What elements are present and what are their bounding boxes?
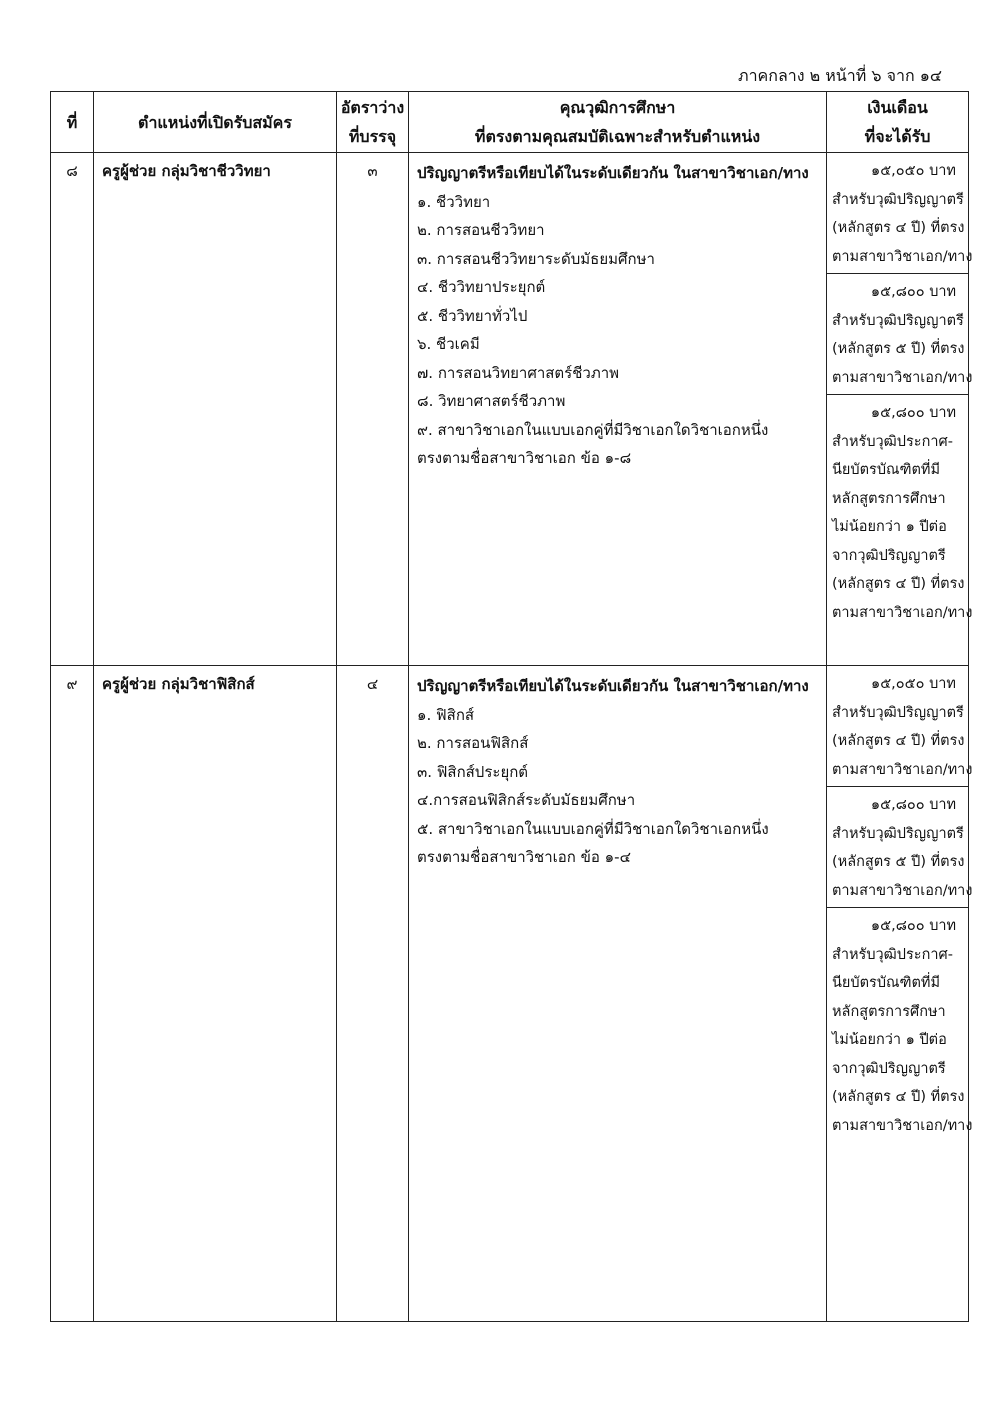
salary-condition: หลักสูตรการศึกษา (832, 1003, 946, 1020)
salary-option (827, 395, 973, 629)
table-row (51, 153, 969, 666)
salary-amount: ๑๕,๘๐๐ บาท (870, 405, 957, 421)
header-salary-line2: ที่จะได้รับ (864, 127, 931, 146)
qualification-heading: ปริญญาตรีหรือเทียบได้ในระดับเดียวกัน ในสาขาวิชาเอก/ทาง (417, 677, 809, 695)
header-vacancy-line1: อัตราว่าง (340, 98, 405, 117)
salary-condition: ไม่น้อยกว่า ๑ ปีต่อ (832, 1032, 947, 1048)
qualification-item: ๕. สาขาวิชาเอกในแบบเอกคู่ที่มีวิชาเอกใดวิชาเอกหนึ่ง (417, 819, 769, 838)
salary-condition: (หลักสูตร ๕ ปี) ที่ตรง (832, 854, 965, 870)
salary-condition: ตามสาขาวิชาเอก/ทาง (832, 761, 973, 778)
salary-condition: สำหรับวุฒิปริญญาตรี (832, 191, 964, 208)
header-salary-line1: เงินเดือน (867, 98, 928, 117)
qualification-heading: ปริญญาตรีหรือเทียบได้ในระดับเดียวกัน ในสาขาวิชาเอก/ทาง (417, 164, 809, 182)
qualification-item: ๒. การสอนฟิสิกส์ (417, 734, 529, 752)
salary-condition: ตามสาขาวิชาเอก/ทาง (832, 248, 973, 265)
salary-condition: จากวุฒิปริญญาตรี (832, 1060, 946, 1077)
salary-condition: จากวุฒิปริญญาตรี (832, 547, 946, 564)
salary-amount: ๑๕,๘๐๐ บาท (870, 284, 957, 300)
qualification-item: ๘. วิทยาศาสตร์ชีวภาพ (417, 392, 566, 410)
salary-condition: หลักสูตรการศึกษา (832, 490, 946, 507)
salary-amount: ๑๕,๐๕๐ บาท (871, 676, 956, 692)
salary-condition: สำหรับวุฒิปริญญาตรี (832, 312, 964, 329)
vacancy-table (50, 91, 973, 1322)
salary-condition: ตามสาขาวิชาเอก/ทาง (832, 882, 973, 899)
salary-condition: สำหรับวุฒิประกาศ- (832, 433, 953, 450)
header-qual-line2: ที่ตรงตามคุณสมบัติเฉพาะสำหรับตำแหน่ง (474, 127, 761, 146)
salary-amount: ๑๕,๘๐๐ บาท (870, 797, 957, 813)
row-position: ครูผู้ช่วย กลุ่มวิชาฟิสิกส์ (94, 666, 337, 1322)
qualification-item: ๗. การสอนวิทยาศาสตร์ชีวภาพ (417, 363, 620, 382)
salary-condition: สำหรับวุฒิปริญญาตรี (832, 704, 964, 721)
salary-condition: ตามสาขาวิชาเอก/ทาง (832, 604, 973, 621)
salary-option (827, 666, 973, 787)
qualification-item: ๖. ชีวเคมี (417, 335, 480, 353)
salary-amount: ๑๕,๐๕๐ บาท (871, 163, 956, 179)
row-qualification (409, 153, 827, 666)
header-vacancy (337, 92, 409, 153)
row-vacancy: ๔ (337, 666, 409, 1322)
row-qualification (409, 666, 827, 1322)
qualification-item: ๑. ชีววิทยา (417, 192, 491, 211)
qualification-item: ตรงตามชื่อสาขาวิชาเอก ข้อ ๑-๘ (417, 449, 632, 467)
header-vacancy-line2: ที่บรรจุ (348, 127, 397, 146)
row-salary (827, 666, 973, 1322)
header-no: ที่ (51, 92, 94, 153)
salary-condition: (หลักสูตร ๔ ปี) ที่ตรง (832, 220, 965, 236)
qualification-item: ๙. สาขาวิชาเอกในแบบเอกคู่ที่มีวิชาเอกใดวิชาเอกหนึ่ง (417, 420, 769, 439)
row-no: ๘ (51, 153, 94, 666)
salary-amount: ๑๕,๘๐๐ บาท (870, 918, 957, 934)
salary-condition: (หลักสูตร ๔ ปี) ที่ตรง (832, 1089, 965, 1105)
table-row (51, 666, 969, 1322)
salary-condition: ตามสาขาวิชาเอก/ทาง (832, 369, 973, 386)
salary-condition: ตามสาขาวิชาเอก/ทาง (832, 1117, 973, 1134)
salary-condition: (หลักสูตร ๔ ปี) ที่ตรง (832, 576, 965, 592)
qualification-item: ๕. ชีววิทยาทั่วไป (417, 306, 528, 325)
salary-condition: (หลักสูตร ๔ ปี) ที่ตรง (832, 733, 965, 749)
row-salary (827, 153, 973, 666)
salary-condition: นียบัตรบัณฑิตที่มี (832, 975, 941, 991)
qualification-item: ๓. การสอนชีววิทยาระดับมัธยมศึกษา (417, 249, 655, 268)
qualification-item: ๑. ฟิสิกส์ (417, 705, 475, 724)
row-no: ๙ (51, 666, 94, 1322)
salary-condition: (หลักสูตร ๕ ปี) ที่ตรง (832, 341, 965, 357)
header-salary (827, 92, 969, 153)
page-number: ภาคกลาง ๒ หน้าที่ ๖ จาก ๑๔ (738, 66, 942, 85)
qualification-item: ๒. การสอนชีววิทยา (417, 221, 545, 239)
qualification-item: ๓. ฟิสิกส์ประยุกต์ (417, 762, 529, 781)
salary-option (827, 908, 973, 1142)
qualification-item: ๔. ชีววิทยาประยุกต์ (417, 278, 546, 296)
salary-condition: สำหรับวุฒิปริญญาตรี (832, 825, 964, 842)
salary-option (827, 274, 973, 395)
qualification-item: ๔.การสอนฟิสิกส์ระดับมัธยมศึกษา (417, 791, 636, 809)
salary-condition: ไม่น้อยกว่า ๑ ปีต่อ (832, 519, 947, 535)
header-position: ตำแหน่งที่เปิดรับสมัคร (94, 92, 337, 153)
row-position: ครูผู้ช่วย กลุ่มวิชาชีววิทยา (94, 153, 337, 666)
salary-condition: นียบัตรบัณฑิตที่มี (832, 462, 941, 478)
table-header-row (51, 92, 969, 153)
salary-condition: สำหรับวุฒิประกาศ- (832, 946, 953, 963)
salary-option (827, 787, 973, 908)
qualification-item: ตรงตามชื่อสาขาวิชาเอก ข้อ ๑-๔ (417, 848, 631, 866)
header-qualification (409, 92, 827, 153)
row-vacancy: ๓ (337, 153, 409, 666)
salary-option (827, 153, 973, 274)
header-qual-line1: คุณวุฒิการศึกษา (559, 98, 676, 117)
